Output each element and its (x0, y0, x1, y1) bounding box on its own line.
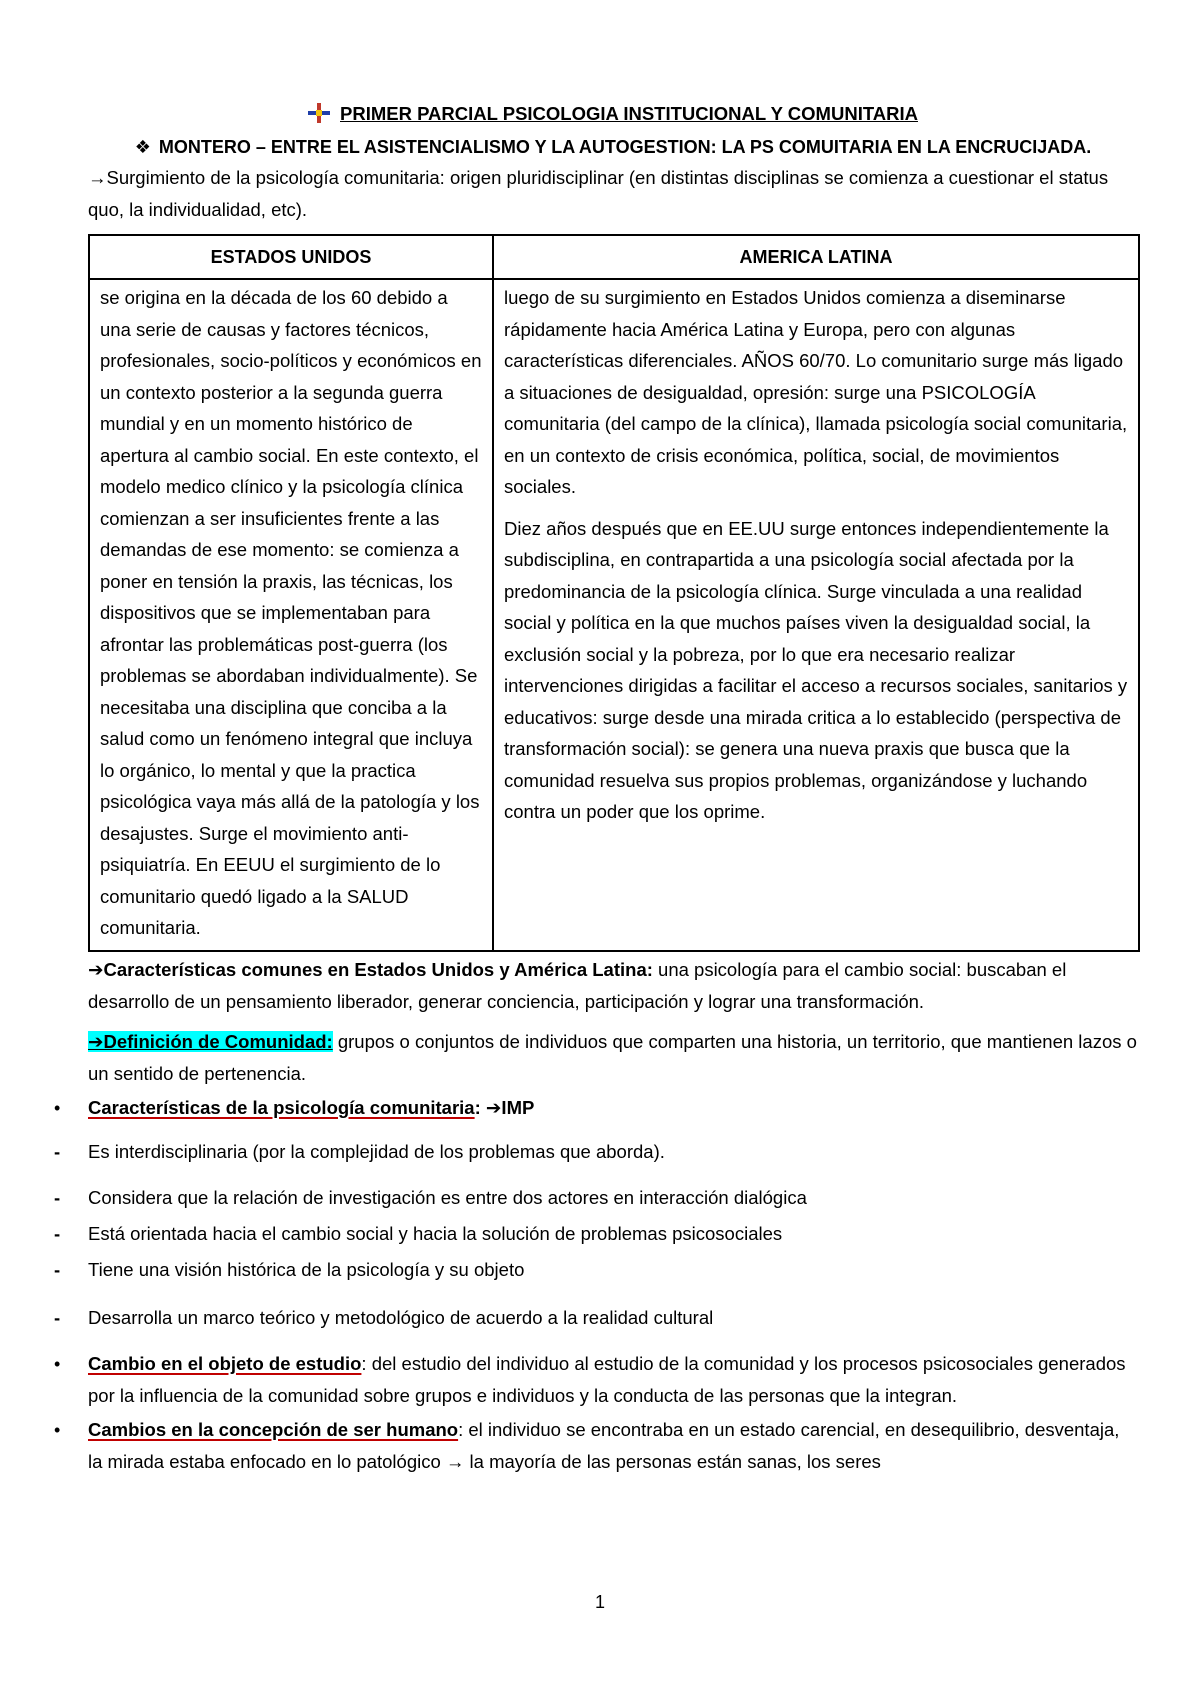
dash-bullet: - (54, 1140, 61, 1162)
list-item (54, 1182, 1138, 1214)
item-text: Desarrolla un marco teórico y metodológico de acuerdo a la realidad cultural (88, 1306, 714, 1328)
document-title (88, 100, 1138, 128)
us-paragraph: se origina en la década de los 60 debido a una serie de causas y factores técnicos, profesionales, socio-políticos y económicos en un contexto posterior a la segunda guerra mundial y en un momento histórico de apertura al cambio social. En este contexto, el modelo medico clínico y la psicología clínica comienzan a ser insuficientes frente a las demandas de ese momento: se comienza a poner en tensión la praxis, las técnicas, los dispositivos que se implementaban para afrontar las problemáticas post-guerra (los problemas se abordaban individualmente). Se necesitaba una disciplina que conciba a la salud como un fenómeno integral que incluya lo orgánico, lo mental y que la practica psicológica vaya más allá de la patología y los desajustes. Surge el movimiento anti-psiquiatría. En EEUU el surgimiento de lo comunitario quedó ligado a la SALUD comunitaria. (100, 287, 482, 938)
object-change-label: Cambio en el objeto de estudio (88, 1352, 362, 1374)
subtitle-text: MONTERO – ENTRE EL ASISTENCIALISMO Y LA AUTOGESTION: LA PS COMUITARIA EN LA ENCRUCIJADA. (158, 137, 1092, 157)
latam-paragraph-1: luego de su surgimiento en Estados Unidos comienza a diseminarse rápidamente hacia América Latina y Europa, pero con algunas características diferenciales. AÑOS 60/70. Lo comunitario surge más ligado a situaciones de desigualdad, opresión: surge una PSICOLOGÍA comunitaria (del campo de la clínica), llamada psicología social comunitaria, en un contexto de crisis económica, política, social, de movimientos sociales. (504, 287, 1128, 497)
characteristics-list (54, 1092, 1138, 1478)
item-text: Tiene una visión histórica de la psicología y su objeto (88, 1258, 525, 1280)
section-subtitle (88, 132, 1138, 162)
comparison-table (88, 234, 1140, 952)
bullet-icon: • (54, 1353, 61, 1374)
dash-bullet: - (54, 1306, 61, 1328)
page-number: 1 (594, 1592, 605, 1612)
arrow-icon: → (88, 167, 107, 188)
common-label: Características comunes en Estados Unidos y América Latina: (103, 958, 653, 980)
colon: : (474, 1096, 486, 1118)
intro-text: Surgimiento de la psicología comunitaria: origen pluridisciplinar (en distintas disciplinas se comienza a cuestionar el status quo, la individualidad, etc). (88, 167, 1109, 220)
arrow-icon: ➔ (88, 958, 104, 980)
arrow-icon: → (445, 1450, 465, 1472)
list-item (54, 1302, 1138, 1334)
list-item (54, 1218, 1138, 1250)
characteristics-label: Características de la psicología comunitaria (88, 1096, 475, 1118)
dash-bullet: - (54, 1186, 61, 1208)
table-row (89, 279, 1139, 951)
imp-label: ➔IMP (485, 1096, 535, 1118)
cell-latam (493, 279, 1139, 951)
latam-paragraph-2: Diez años después que en EE.UU surge entonces independientemente la subdisciplina, en contrapartida a una psicología social afectada por la predominancia de la psicología clínica. Surge vinculada a una realidad social y política en la que muchos países viven la desigualdad social, la exclusión social y la pobreza, por lo que era necesario realizar intervenciones dirigidas a facilitar el acceso a recursos sociales, sanitarios y educativos: surge desde una mirada critica a lo establecido (perspectiva de transformación social): se genera una nueva praxis que busca que la comunidad resuelva sus propios problemas, organizándose y luchando contra un poder que los oprime. (504, 517, 1128, 822)
title-text: PRIMER PARCIAL PSICOLOGIA INSTITUCIONAL Y COMUNITARIA (340, 103, 918, 124)
community-def-label: ➔Definición de Comunidad: (88, 1030, 333, 1052)
dash-bullet: - (54, 1258, 61, 1280)
list-item (54, 1136, 1138, 1168)
human-change-text-2: la mayoría de las personas están sanas, los seres (464, 1450, 881, 1472)
object-change-text: : del estudio del individuo al estudio de la comunidad y los procesos psicosociales generados por la influencia de la comunidad sobre grupos e individuos y la conducta de las personas que la integran. (88, 1352, 1126, 1406)
common-text: una psicología para el cambio social: buscaban el desarrollo de un pensamiento liberador, generar conciencia, participación y lograr una transformación. (88, 958, 1067, 1012)
human-change-text: : el individuo se encontraba en un estado carencial, en desequilibrio, desventaja, la mirada estaba enfocado en lo patológico (88, 1418, 1120, 1472)
item-text: Considera que la relación de investigación es entre dos actores en interacción dialógica (88, 1186, 807, 1208)
diamond-bullet-icon: ❖ (134, 137, 151, 157)
community-def-text: grupos o conjuntos de individuos que comparten una historia, un territorio, que mantienen lazos o un sentido de pertenencia. (88, 1030, 1137, 1084)
item-text: Es interdisciplinaria (por la complejidad de los problemas que aborda). (88, 1140, 665, 1162)
bullet-icon: • (54, 1419, 61, 1440)
header-latam: AMERICA LATINA (493, 235, 1139, 279)
document-page (54, 100, 1138, 1478)
bullet-icon: • (54, 1097, 61, 1118)
cross-bullet-icon (308, 103, 330, 123)
header-us: ESTADOS UNIDOS (89, 235, 493, 279)
list-item (54, 1092, 1138, 1124)
cell-us (89, 279, 493, 951)
community-definition (88, 1026, 1138, 1090)
common-characteristics (88, 954, 1138, 1018)
list-item (54, 1348, 1138, 1412)
table-header-row (89, 235, 1139, 279)
intro-paragraph (88, 162, 1138, 226)
human-change-label: Cambios en la concepción de ser humano (88, 1418, 459, 1440)
dash-bullet: - (54, 1222, 61, 1244)
list-item (54, 1254, 1138, 1286)
list-item (54, 1414, 1138, 1478)
item-text: Está orientada hacia el cambio social y hacia la solución de problemas psicosociales (88, 1222, 783, 1244)
